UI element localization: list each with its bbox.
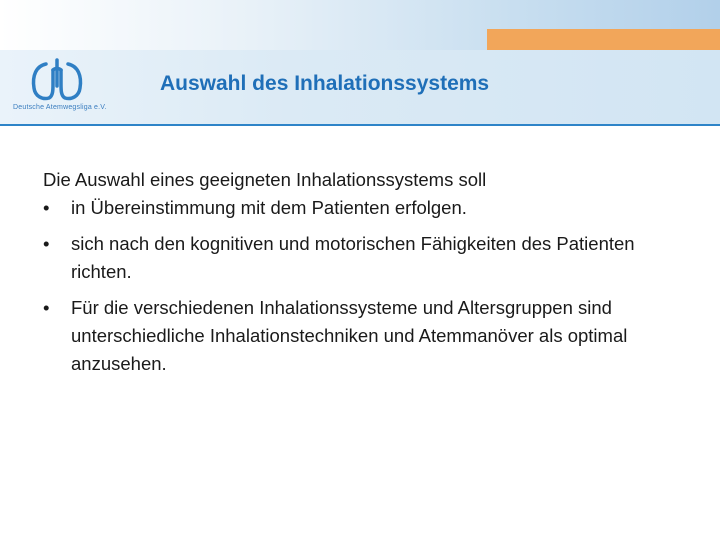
bullet-item: [43, 230, 693, 286]
bullet-item: [43, 194, 693, 222]
atemwegsliga-logo-icon: [22, 56, 92, 104]
bullet-dot-icon: •: [43, 197, 50, 218]
slide-content: [43, 166, 693, 378]
bullet-dot-icon: •: [43, 297, 50, 318]
bullet-text: sich nach den kognitiven und motorischen Fähigkeiten des Patienten richten.: [71, 233, 635, 282]
bullet-item: [43, 294, 693, 378]
orange-accent-bar: [487, 29, 720, 50]
bullet-dot-icon: •: [43, 233, 50, 254]
logo-caption: Deutsche Atemwegsliga e.V.: [13, 104, 107, 111]
bullet-list: [43, 194, 693, 378]
header-divider: [0, 124, 720, 126]
intro-text: Die Auswahl eines geeigneten Inhalationssystems soll: [43, 169, 487, 190]
bullet-text: in Übereinstimmung mit dem Patienten erfolgen.: [71, 197, 467, 218]
slide-title: Auswahl des Inhalationssystems: [160, 72, 490, 95]
bullet-text: Für die verschiedenen Inhalationssysteme und Altersgruppen sind unterschiedliche Inhalationstechniken und Atemmanöver als optimal anzusehen.: [71, 297, 628, 374]
